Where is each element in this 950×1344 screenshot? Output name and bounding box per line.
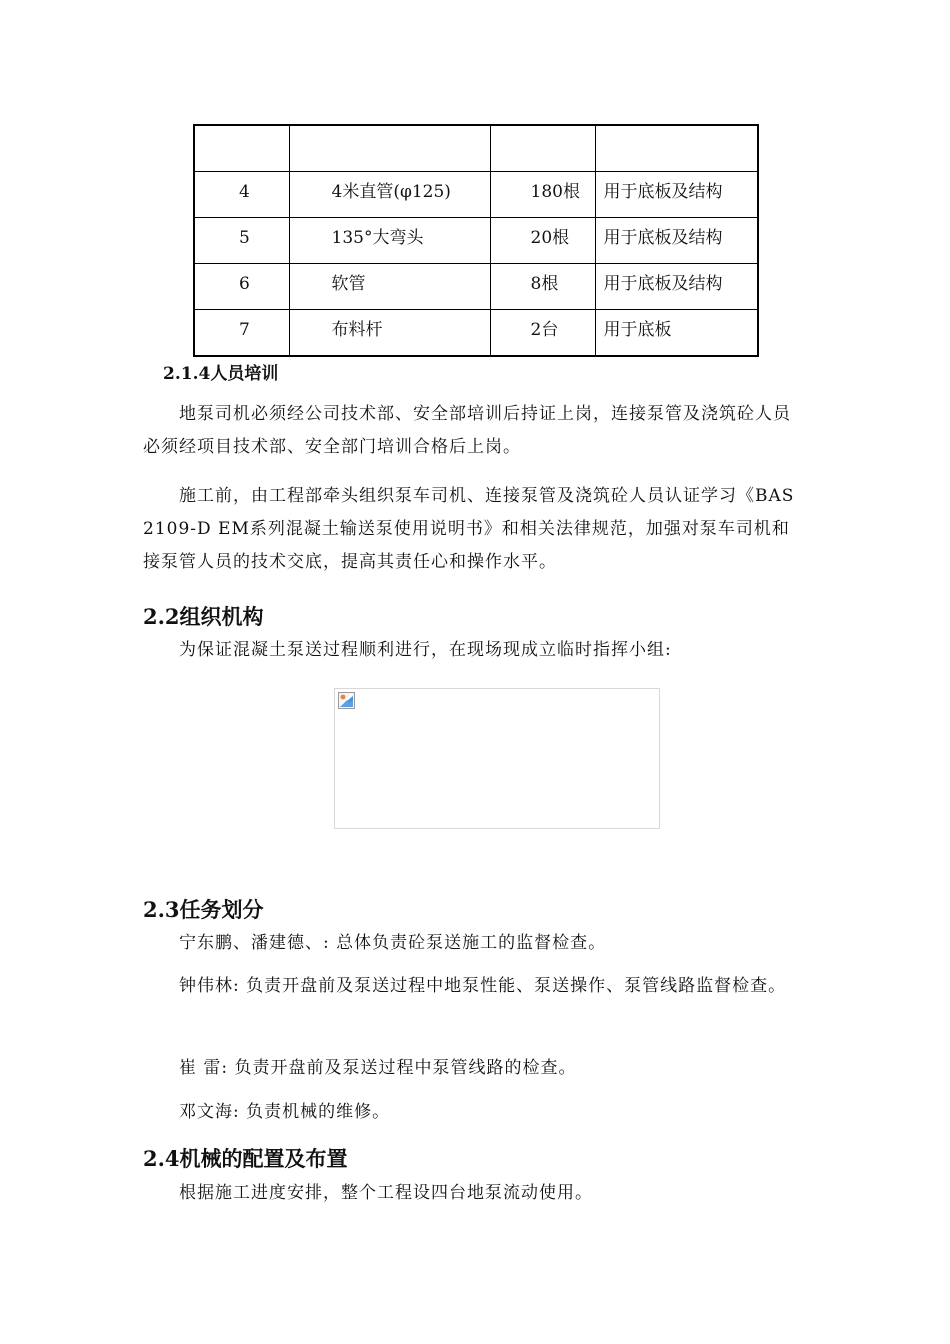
table-cell: 4 — [194, 172, 289, 218]
paragraph: 钟伟林: 负责开盘前及泵送过程中地泵性能、泵送操作、泵管线路监督检查。 — [179, 976, 787, 996]
heading-2-4: 2.4机械的配置及布置 — [143, 1146, 348, 1171]
table-cell: 软管 — [289, 264, 490, 310]
table-row — [194, 172, 758, 218]
paragraph: 邓文海: 负责机械的维修。 — [179, 1102, 391, 1122]
paragraph: 为保证混凝土泵送过程顺利进行，在现场现成立临时指挥小组: — [179, 640, 672, 660]
table-row — [194, 125, 758, 172]
paragraph: 地泵司机必须经公司技术部、安全部培训后持证上岗，连接泵管及浇筑砼人员必须经项目技术部、安全部门培训合格后上岗。 — [143, 404, 791, 457]
table-cell: 用于底板及结构 — [595, 264, 758, 310]
table-cell — [289, 125, 490, 172]
heading-2-1-4: 2.1.4人员培训 — [163, 364, 279, 384]
table-cell — [595, 125, 758, 172]
table-cell: 8根 — [490, 264, 595, 310]
table-cell: 4米直管(φ125) — [289, 172, 490, 218]
table-cell: 用于底板及结构 — [595, 172, 758, 218]
heading-2-2: 2.2组织机构 — [143, 604, 264, 629]
table-cell: 2台 — [490, 310, 595, 357]
table-cell: 用于底板 — [595, 310, 758, 357]
equipment-table — [193, 124, 759, 357]
paragraph: 施工前，由工程部牵头组织泵车司机、连接泵管及浇筑砼人员认证学习《BAS 2109-D EM系列混凝土输送泵使用说明书》和相关法律规范，加强对泵车司机和接泵管人员的技术交底，提高其责任心和操作水平。 — [143, 486, 795, 572]
table-cell: 180根 — [490, 172, 595, 218]
paragraph: 崔 雷: 负责开盘前及泵送过程中泵管线路的检查。 — [179, 1058, 577, 1078]
table-row — [194, 310, 758, 357]
paragraph: 根据施工进度安排，整个工程设四台地泵流动使用。 — [179, 1183, 593, 1203]
table-cell: 7 — [194, 310, 289, 357]
table-cell: 135°大弯头 — [289, 218, 490, 264]
org-chart-image-placeholder — [334, 688, 660, 829]
table-row — [194, 218, 758, 264]
table-cell: 6 — [194, 264, 289, 310]
table-cell: 布料杆 — [289, 310, 490, 357]
broken-image-icon — [338, 692, 355, 709]
heading-2-3: 2.3任务划分 — [143, 897, 264, 922]
table-cell — [490, 125, 595, 172]
table-cell: 20根 — [490, 218, 595, 264]
table-cell: 5 — [194, 218, 289, 264]
table-cell — [194, 125, 289, 172]
paragraph: 宁东鹏、潘建德、: 总体负责砼泵送施工的监督检查。 — [179, 933, 607, 953]
table-row — [194, 264, 758, 310]
table-cell: 用于底板及结构 — [595, 218, 758, 264]
